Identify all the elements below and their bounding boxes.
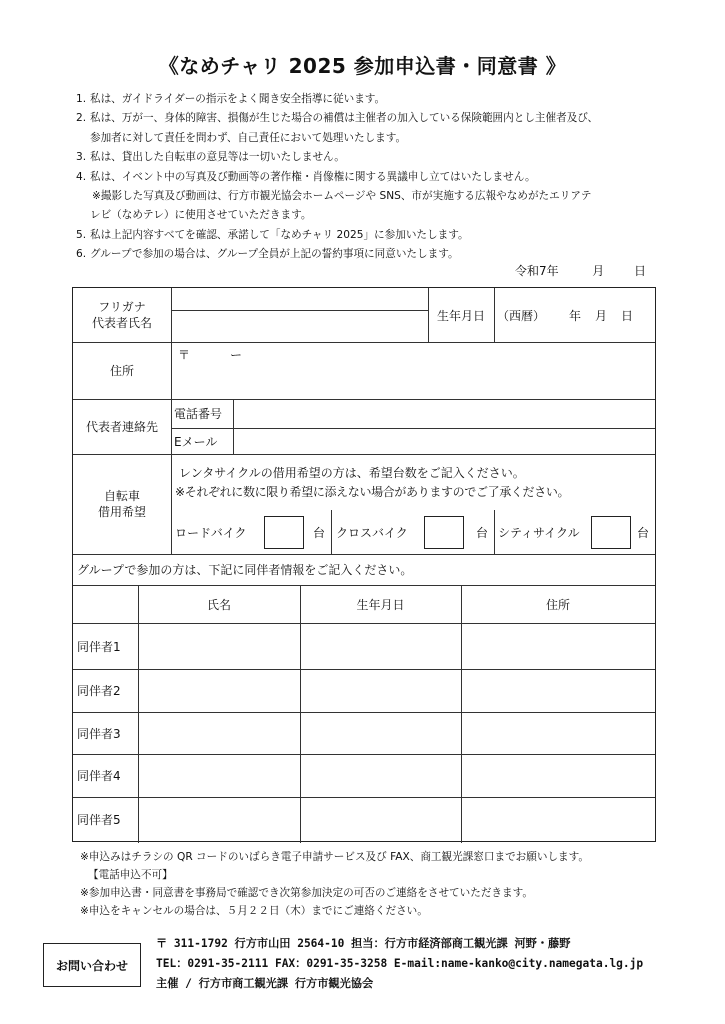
contact-info: [156, 934, 643, 994]
rep-contact-label: 代表者連絡先: [85, 420, 158, 434]
companion-label-5: 同伴者5: [77, 812, 121, 827]
bicycle-label: [73, 454, 171, 554]
rep-name-label-text: 代表者氏名: [91, 316, 152, 330]
companion-label-4: 同伴者4: [77, 769, 121, 783]
note-item: ※申込みはチラシの QR コードのいばらき電子申請サービス及び FAX、商工観光課窓口までお願いします。: [80, 851, 589, 863]
term-item: [76, 226, 676, 245]
city-cycle-label: シティサイクル: [498, 525, 580, 540]
term-item: [76, 90, 676, 109]
group-instruction: グループで参加の方は、下記に同伴者情報をご記入ください。: [77, 563, 413, 577]
application-form: [72, 287, 656, 842]
date-month: 月: [592, 264, 605, 278]
term-text: グループで参加の場合は、グループ全員が上記の誓約事項に同意いたします。: [90, 248, 459, 261]
notes: [80, 848, 589, 920]
road-bike-count-box[interactable]: [264, 516, 304, 549]
phone-label: 電話番号: [174, 407, 223, 421]
companion-label-2: 同伴者2: [77, 684, 121, 698]
furigana-field[interactable]: [172, 288, 427, 310]
date-day: 日: [633, 264, 646, 278]
cross-bike-label: クロスバイク: [336, 525, 408, 540]
term-number: 3.: [76, 151, 87, 164]
companion-label-1: 同伴者1: [77, 639, 121, 654]
term-number: 4.: [76, 170, 87, 183]
postal-mark: 〒: [178, 348, 191, 362]
term-text: 私は、万が一、身体的障害、損傷が生じた場合の補償は主催者の加入している保険範囲内とし主催者及び、: [90, 112, 599, 125]
birthdate-label: 生年月日: [436, 308, 485, 323]
seireki-label: （西暦）: [497, 308, 546, 323]
term-text: 私は、貸出した自転車の意見等は一切いたしません。: [90, 151, 345, 164]
email-field[interactable]: [234, 428, 655, 454]
rep-name-field[interactable]: [172, 311, 427, 342]
day-unit: 日: [621, 308, 634, 323]
contact-label: お問い合わせ: [43, 943, 141, 987]
month-unit: 月: [595, 308, 608, 323]
city-cycle-count-box[interactable]: [591, 516, 631, 549]
term-note: ※撮影した写真及び動画は、行方市観光協会ホームページや SNS、市が実施する広報やなめがたエリアテ: [92, 190, 592, 203]
term-number: 5.: [76, 228, 87, 241]
term-text: 私は、ガイドライダーの指示をよく聞き安全指導に従います。: [90, 93, 386, 105]
address-field[interactable]: [172, 342, 655, 399]
birthdate-field[interactable]: [497, 288, 655, 342]
cross-bike-count-box[interactable]: [424, 516, 464, 549]
address-label: 住所: [109, 364, 134, 378]
companion-header-birthdate: 生年月日: [356, 597, 405, 612]
term-number: 6.: [76, 248, 87, 261]
date-era: 令和7年: [515, 264, 559, 278]
term-item: [76, 109, 676, 128]
email-label: Eメール: [174, 434, 218, 449]
note-item: ※参加申込書・同意書を事務局で確認でき次第参加決定の可否のご連絡をさせていただきます。: [80, 887, 533, 899]
contact-phone-fax-email: TEL：0291-35-2111 FAX：0291-35-3258 E-mail:name-kanko@city.namegata.lg.jp: [156, 957, 644, 970]
note-item: ※申込をキャンセルの場合は、５月２２日（木）までにご連絡ください。: [80, 905, 428, 917]
city-cycle-unit: 台: [637, 525, 650, 540]
term-item: [76, 168, 676, 187]
companion-header-address: 住所: [545, 597, 570, 612]
road-bike-label: ロードバイク: [175, 525, 247, 540]
postal-dash: ー: [230, 348, 243, 362]
year-unit: 年: [569, 308, 582, 323]
terms-list: [76, 90, 676, 265]
contact-address: 〒 311-1792 行方市山田 2564-10 担当：行方市経済部商工観光課 河野・藤野: [156, 937, 571, 950]
road-bike-unit: 台: [313, 525, 326, 540]
companion-header-name: 氏名: [206, 597, 231, 612]
term-item: [76, 148, 676, 167]
term-text: 私は、イベント中の写真及び動画等の著作権・肖像権に関する異議申し立てはいたしません。: [90, 170, 536, 183]
bicycle-label-line2: 借用希望: [97, 505, 146, 519]
companion-label-3: 同伴者3: [77, 726, 121, 741]
furigana-label: フリガナ: [98, 300, 146, 314]
term-text: 参加者に対して責任を問わず、自己責任において処理いたします。: [90, 131, 407, 144]
bicycle-label-line1: 自転車: [103, 489, 140, 503]
rental-text-1: レンタサイクルの借用希望の方は、希望台数をご記入ください。: [179, 466, 525, 480]
term-number: 2.: [76, 112, 87, 125]
rep-name-label: [73, 288, 171, 342]
cross-bike-unit: 台: [476, 525, 489, 540]
note-item: 【電話申込不可】: [88, 869, 173, 881]
term-number: 1.: [76, 93, 87, 105]
contact-organizer: 主催 / 行方市商工観光課 行方市観光協会: [156, 977, 374, 990]
term-note: レビ（なめテレ）に使用させていただきます。: [90, 209, 312, 222]
page-title: 《なめチャリ 2025 参加申込書・同意書 》: [158, 54, 567, 78]
date-line: [515, 262, 646, 279]
phone-field[interactable]: [234, 399, 655, 428]
rental-text-2: ※それぞれに数に限り希望に添えない場合がありますのでご了承ください。: [175, 485, 570, 499]
term-text: 私は上記内容すべてを確認、承諾して「なめチャリ 2025」に参加いたします。: [90, 228, 469, 241]
